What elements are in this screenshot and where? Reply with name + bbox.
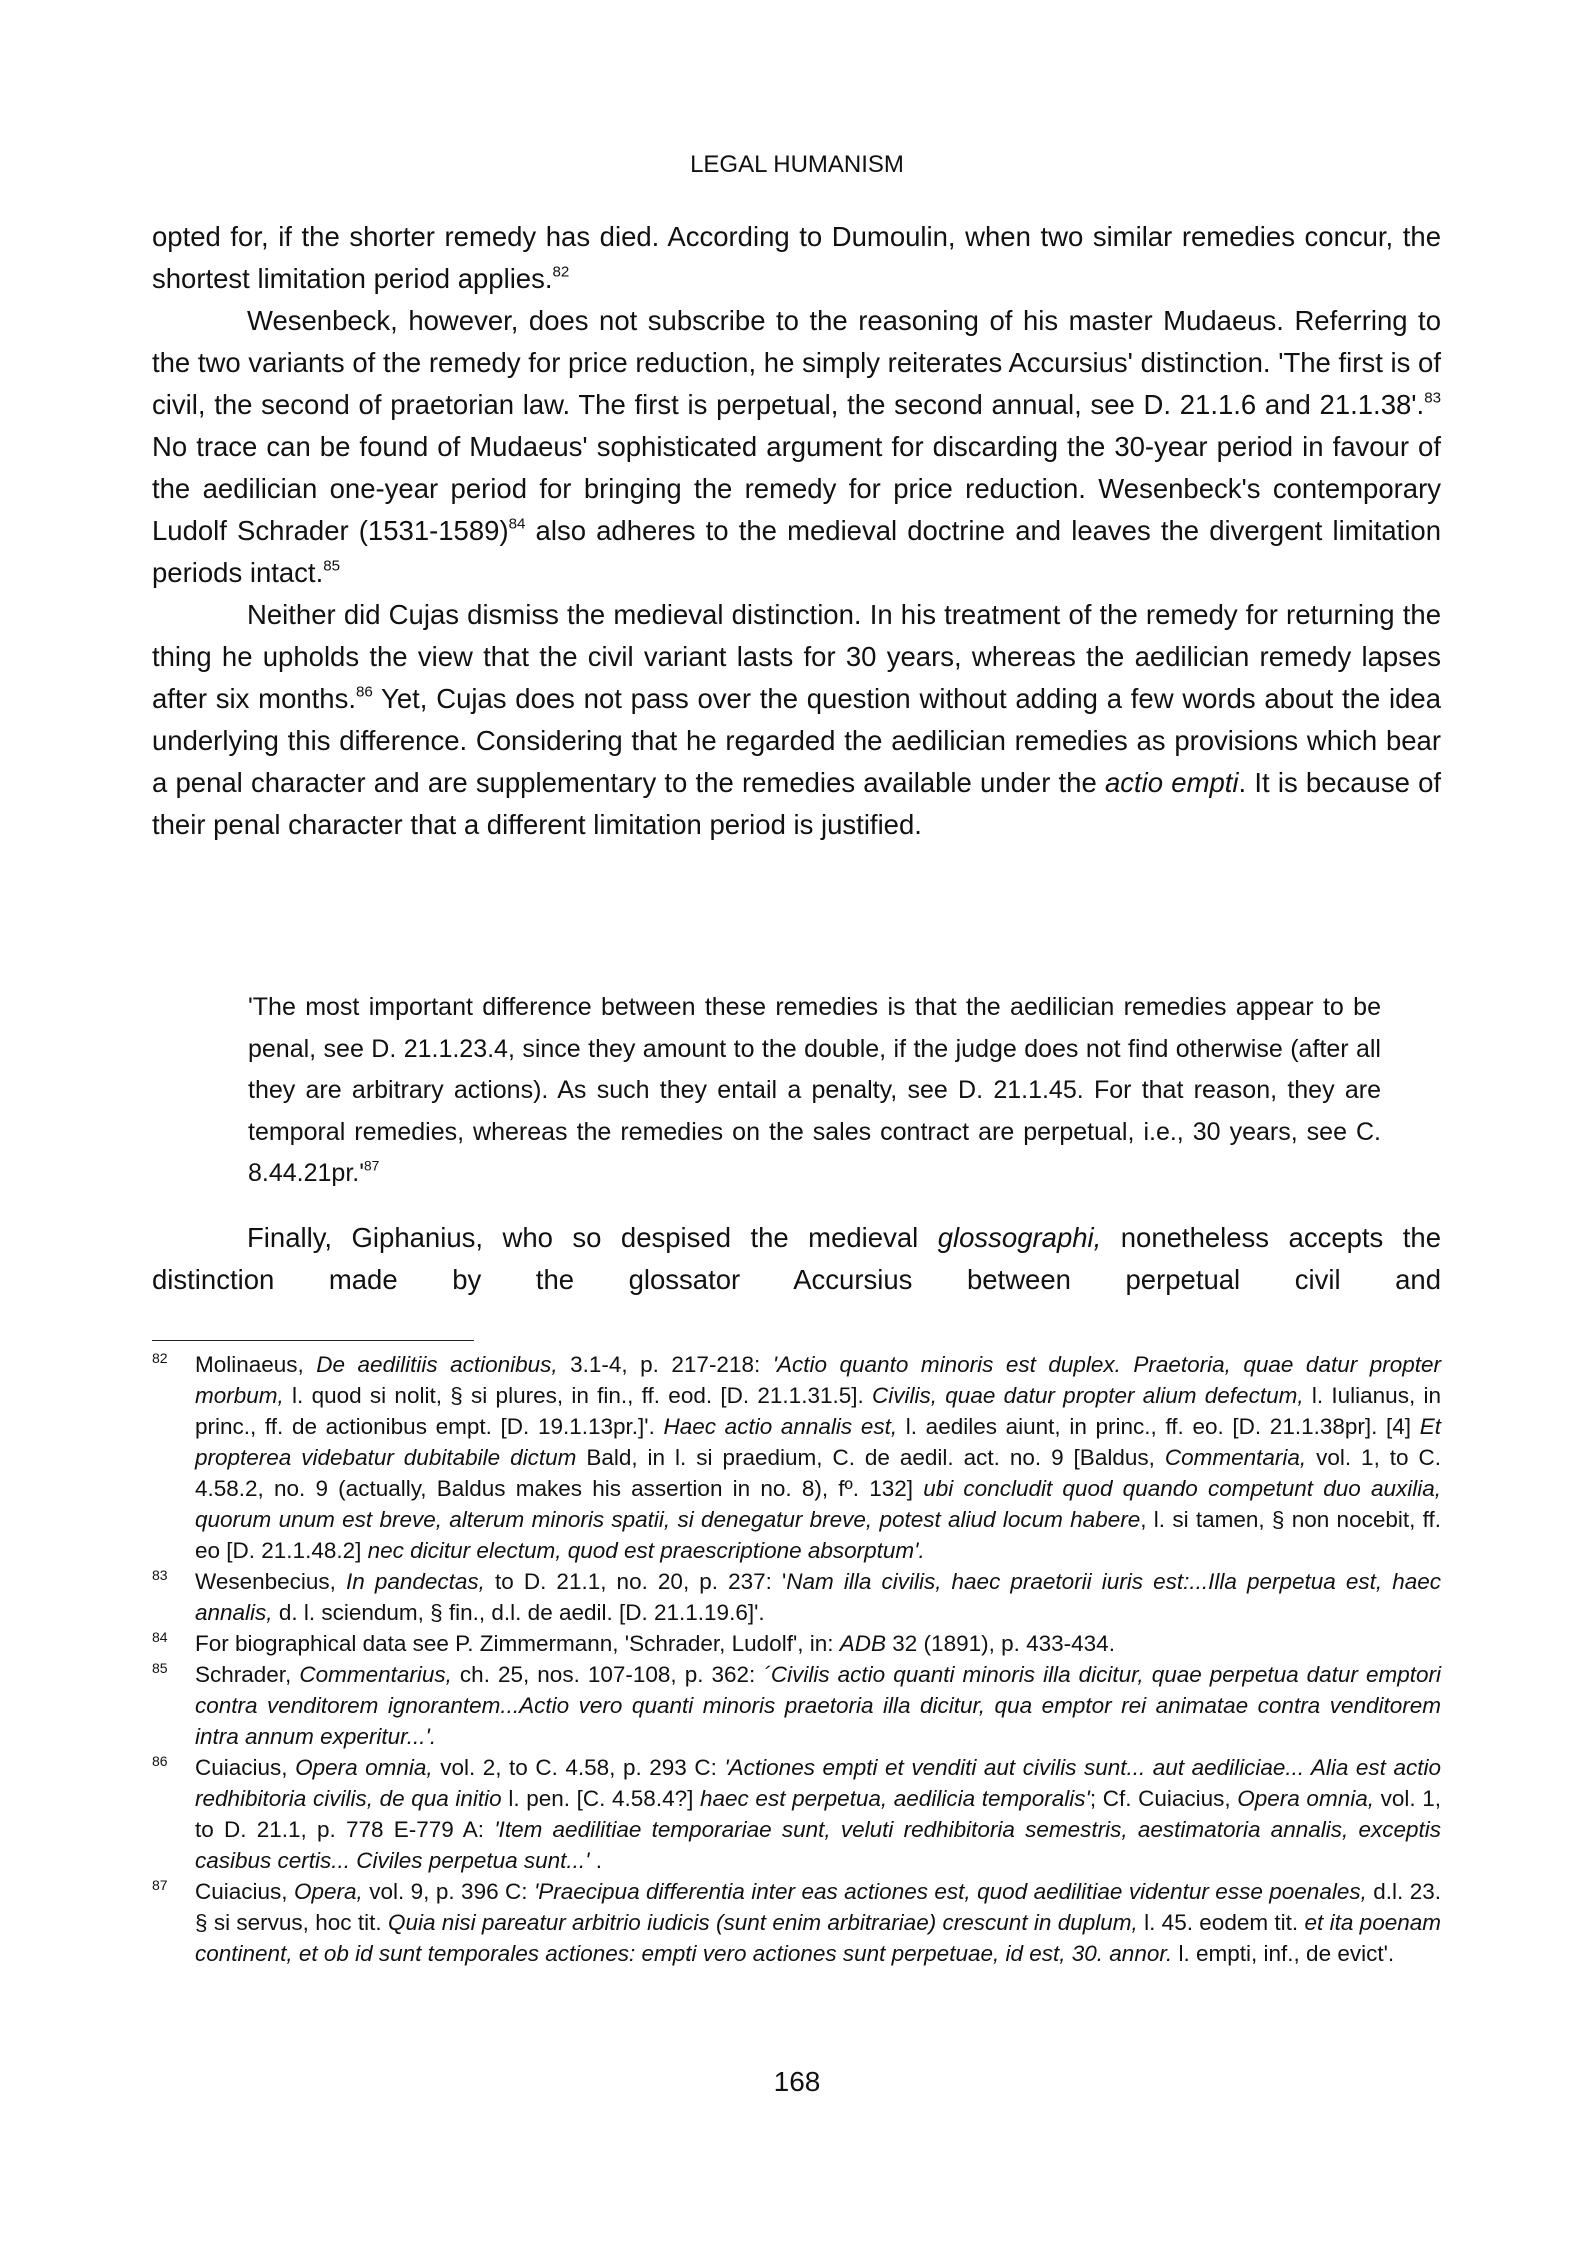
text-run: Yet, Cujas does not pass over the question without adding a few words about the idea underlying this difference. Considering that he regarded the aedilician remedies as provisions which bear a penal character and are supplementary to the remedies available under the bbox=[152, 683, 1441, 798]
text-run: to D. 21.1, no. 20, p. 237: ' bbox=[484, 1569, 787, 1594]
text-run: Wesenbeck, however, does not subscribe to the reasoning of his master Mudaeus. Referring to the two variants of the remedy for price reduction, he simply reiterates Accursius' distinction. 'The first is of civil, the second of praetorian law. The first is perpetual, the second annual, see D. 21.1.6 and 21.1.38'. bbox=[152, 305, 1441, 420]
footnote-number: 83 bbox=[152, 1567, 168, 1583]
text-run: vol. 9, p. 396 C: bbox=[362, 1879, 534, 1904]
footnote-separator bbox=[152, 1340, 474, 1341]
footnote bbox=[152, 1659, 1441, 1752]
footnote bbox=[152, 1349, 1441, 1566]
text-run: . It is because of their penal character that a different limitation period is justified. bbox=[152, 767, 1442, 840]
italic-text: et ita poenam continent, et ob id sunt temporales actiones: empti vero actiones sunt perpetuae, id est, 30. annor. bbox=[195, 1910, 1441, 1966]
paragraph bbox=[152, 300, 1441, 594]
italic-text: ´Civilis actio quanti minoris illa dicitur, quae perpetua datur emptori contra venditorem ignorantem...Actio vero quanti minoris praetoria illa dicitur, qua emptor rei animatae contra venditorem intra annum experitur...'. bbox=[195, 1662, 1441, 1749]
text-run: Wesenbecius, bbox=[195, 1569, 346, 1594]
italic-text: 'Actiones empti et venditi aut civilis sunt... aut aediliciae... Alia est actio redhibitoria civilis, de qua initio bbox=[195, 1755, 1441, 1811]
text-run: Bald, in l. si praedium, C. de aedil. act. no. 9 [Baldus, bbox=[576, 1445, 1165, 1470]
italic-text: Et propterea videbatur dubitabile dictum bbox=[195, 1414, 1441, 1470]
closing-paragraph bbox=[152, 1217, 1441, 1301]
italic-text: 'Item aedilitiae temporariae sunt, veluti redhibitoria semestris, aestimatoria annalis, exceptis casibus certis... Civiles perpetua sunt...' bbox=[195, 1817, 1442, 1873]
italic-text: Opera, bbox=[293, 1879, 363, 1904]
text-run: , l. si tamen, § non nocebit, ff. eo [D. 21.1.48.2] bbox=[195, 1507, 1442, 1563]
italic-text: nec dicitur electum, quod est praescriptione absorptum'. bbox=[367, 1538, 925, 1563]
footnote-number: 82 bbox=[152, 1350, 168, 1366]
footnote-reference[interactable]: 85 bbox=[323, 557, 341, 575]
footnotes bbox=[152, 1349, 1441, 1969]
text-run: l. quod si nolit, § si plures, in fin., ff. eod. [D. 21.1.31.5]. bbox=[283, 1383, 873, 1408]
italic-text: haec est perpetua, aedilicia temporalis' bbox=[700, 1786, 1090, 1811]
text-run: No trace can be found of Mudaeus' sophisticated argument for discarding the 30-year period in favour of the aedilician one-year period for bringing the remedy for price reduction. Wesenbeck's contemporary Ludolf Schrader (1531-1589) bbox=[152, 431, 1441, 546]
text-run: . bbox=[589, 1848, 602, 1873]
italic-text: ubi concludit quod quando competunt duo auxilia, quorum unum est breve, alterum minoris spatii, si denegatur breve, potest aliud locum habere bbox=[195, 1476, 1441, 1532]
page-number: 168 bbox=[773, 2066, 821, 2097]
running-header: LEGAL HUMANISM bbox=[690, 151, 904, 178]
text-run: nonetheless accepts the distinction made by the glossator Accursius between perpetual civil and bbox=[152, 1222, 1442, 1295]
text-run: d.l. 23. § si servus, hoc tit. bbox=[195, 1879, 1442, 1935]
italic-text: Commentaria, bbox=[1164, 1445, 1307, 1470]
footnote-reference[interactable]: 84 bbox=[508, 515, 526, 533]
text-run: 32 (1891), p. 433-434. bbox=[886, 1631, 1115, 1656]
text-run: For biographical data see P. Zimmermann, 'Schrader, Ludolf', in: bbox=[195, 1631, 840, 1656]
text-run: l. Iulianus, in princ., ff. de actionibus empt. [D. 19.1.13pr.]'. bbox=[195, 1383, 1441, 1439]
italic-text: Civilis, quae datur propter alium defectum, bbox=[872, 1383, 1304, 1408]
text-run: l. pen. [C. 4.58.4?] bbox=[501, 1786, 700, 1811]
text-run: also adheres to the medieval doctrine and leaves the divergent limitation periods intact. bbox=[152, 515, 1441, 588]
italic-text: ADB bbox=[839, 1631, 887, 1656]
text-run: ; Cf. Cuiacius, bbox=[1089, 1786, 1238, 1811]
text-run: l. aediles aiunt, in princ., ff. eo. [D. 21.1.38pr]. [4] bbox=[897, 1414, 1420, 1439]
italic-text: De aedilitiis actionibus, bbox=[316, 1352, 558, 1377]
text-run: d. l. sciendum, § fin., d.l. de aedil. [D. 21.1.19.6]'. bbox=[272, 1600, 765, 1625]
text-run: l. 45. eodem tit. bbox=[1137, 1910, 1305, 1935]
text-run: vol. 1, to C. 4.58.2, no. 9 (actually, Baldus makes his assertion in no. 8), fº. 132] bbox=[195, 1445, 1441, 1501]
footnote-reference[interactable]: 82 bbox=[552, 263, 570, 281]
footnote bbox=[152, 1566, 1441, 1628]
footnote-reference[interactable]: 86 bbox=[355, 683, 373, 701]
footnote-reference[interactable]: 87 bbox=[363, 1159, 380, 1175]
italic-text: Quia nisi pareatur arbitrio iudicis (sunt enim arbitrariae) crescunt in duplum, bbox=[387, 1910, 1138, 1935]
footnote-number: 84 bbox=[152, 1629, 168, 1645]
footnote bbox=[152, 1876, 1441, 1969]
footnote-number: 85 bbox=[152, 1660, 168, 1676]
italic-text: Opera omnia, bbox=[1237, 1786, 1374, 1811]
italic-text: actio empti bbox=[1104, 767, 1239, 798]
footnote-reference[interactable]: 83 bbox=[1424, 389, 1441, 407]
italic-text: Nam illa civilis, haec praetorii iuris est:...Illa perpetua est, haec annalis, bbox=[195, 1569, 1441, 1625]
block-quote bbox=[248, 987, 1381, 1195]
text-run: Schrader, bbox=[195, 1662, 300, 1687]
text-run: ch. 25, nos. 107-108, p. 362: bbox=[451, 1662, 764, 1687]
text-run: Cuiacius, bbox=[195, 1879, 294, 1904]
footnote bbox=[152, 1628, 1441, 1659]
text-run: opted for, if the shorter remedy has died. According to Dumoulin, when two similar remedies concur, the shortest limitation period applies. bbox=[152, 221, 1441, 294]
text-run: Neither did Cujas dismiss the medieval distinction. In his treatment of the remedy for returning the thing he upholds the view that the civil variant lasts for 30 years, whereas the aedilician remedy lapses after six months. bbox=[152, 599, 1441, 714]
italic-text: 'Actio quanto minoris est duplex. Praetoria, quae datur propter morbum, bbox=[195, 1352, 1441, 1408]
italic-text: glossographi, bbox=[937, 1222, 1102, 1253]
italic-text: Haec actio annalis est, bbox=[663, 1414, 898, 1439]
text-run: vol. 1, to D. 21.1, p. 778 E-779 A: bbox=[195, 1786, 1442, 1842]
text-run: Cuiacius, bbox=[195, 1755, 296, 1780]
italic-text: 'Praecipua differentia inter eas actiones est, quod aedilitiae videntur esse poenales, bbox=[533, 1879, 1367, 1904]
text-run: l. empti, inf., de evict'. bbox=[1172, 1941, 1395, 1966]
italic-text: Opera omnia, bbox=[295, 1755, 433, 1780]
text-run: vol. 2, to C. 4.58, p. 293 C: bbox=[432, 1755, 725, 1780]
footnote-number: 86 bbox=[152, 1753, 168, 1769]
paragraph bbox=[152, 594, 1441, 846]
text-run: Molinaeus, bbox=[195, 1352, 317, 1377]
italic-text: In pandectas, bbox=[346, 1569, 485, 1594]
footnote-number: 87 bbox=[152, 1877, 168, 1893]
text-run: Finally, Giphanius, who so despised the medieval bbox=[247, 1222, 938, 1253]
body-text bbox=[152, 216, 1441, 846]
text-run: 3.1-4, p. 217-218: bbox=[557, 1352, 773, 1377]
text-run: 'The most important difference between these remedies is that the aedilician remedies appear to be penal, see D. 21.1.23.4, since they amount to the double, if the judge does not find otherwise (after all they are arbitrary actions). As such they entail a penalty, see D. 21.1.45. For that reason, they are temporal remedies, whereas the remedies on the sales contract are perpetual, i.e., 30 years, see C. 8.44.21pr.' bbox=[248, 993, 1381, 1188]
paragraph bbox=[152, 216, 1441, 300]
italic-text: Commentarius, bbox=[299, 1662, 452, 1687]
footnote bbox=[152, 1752, 1441, 1876]
